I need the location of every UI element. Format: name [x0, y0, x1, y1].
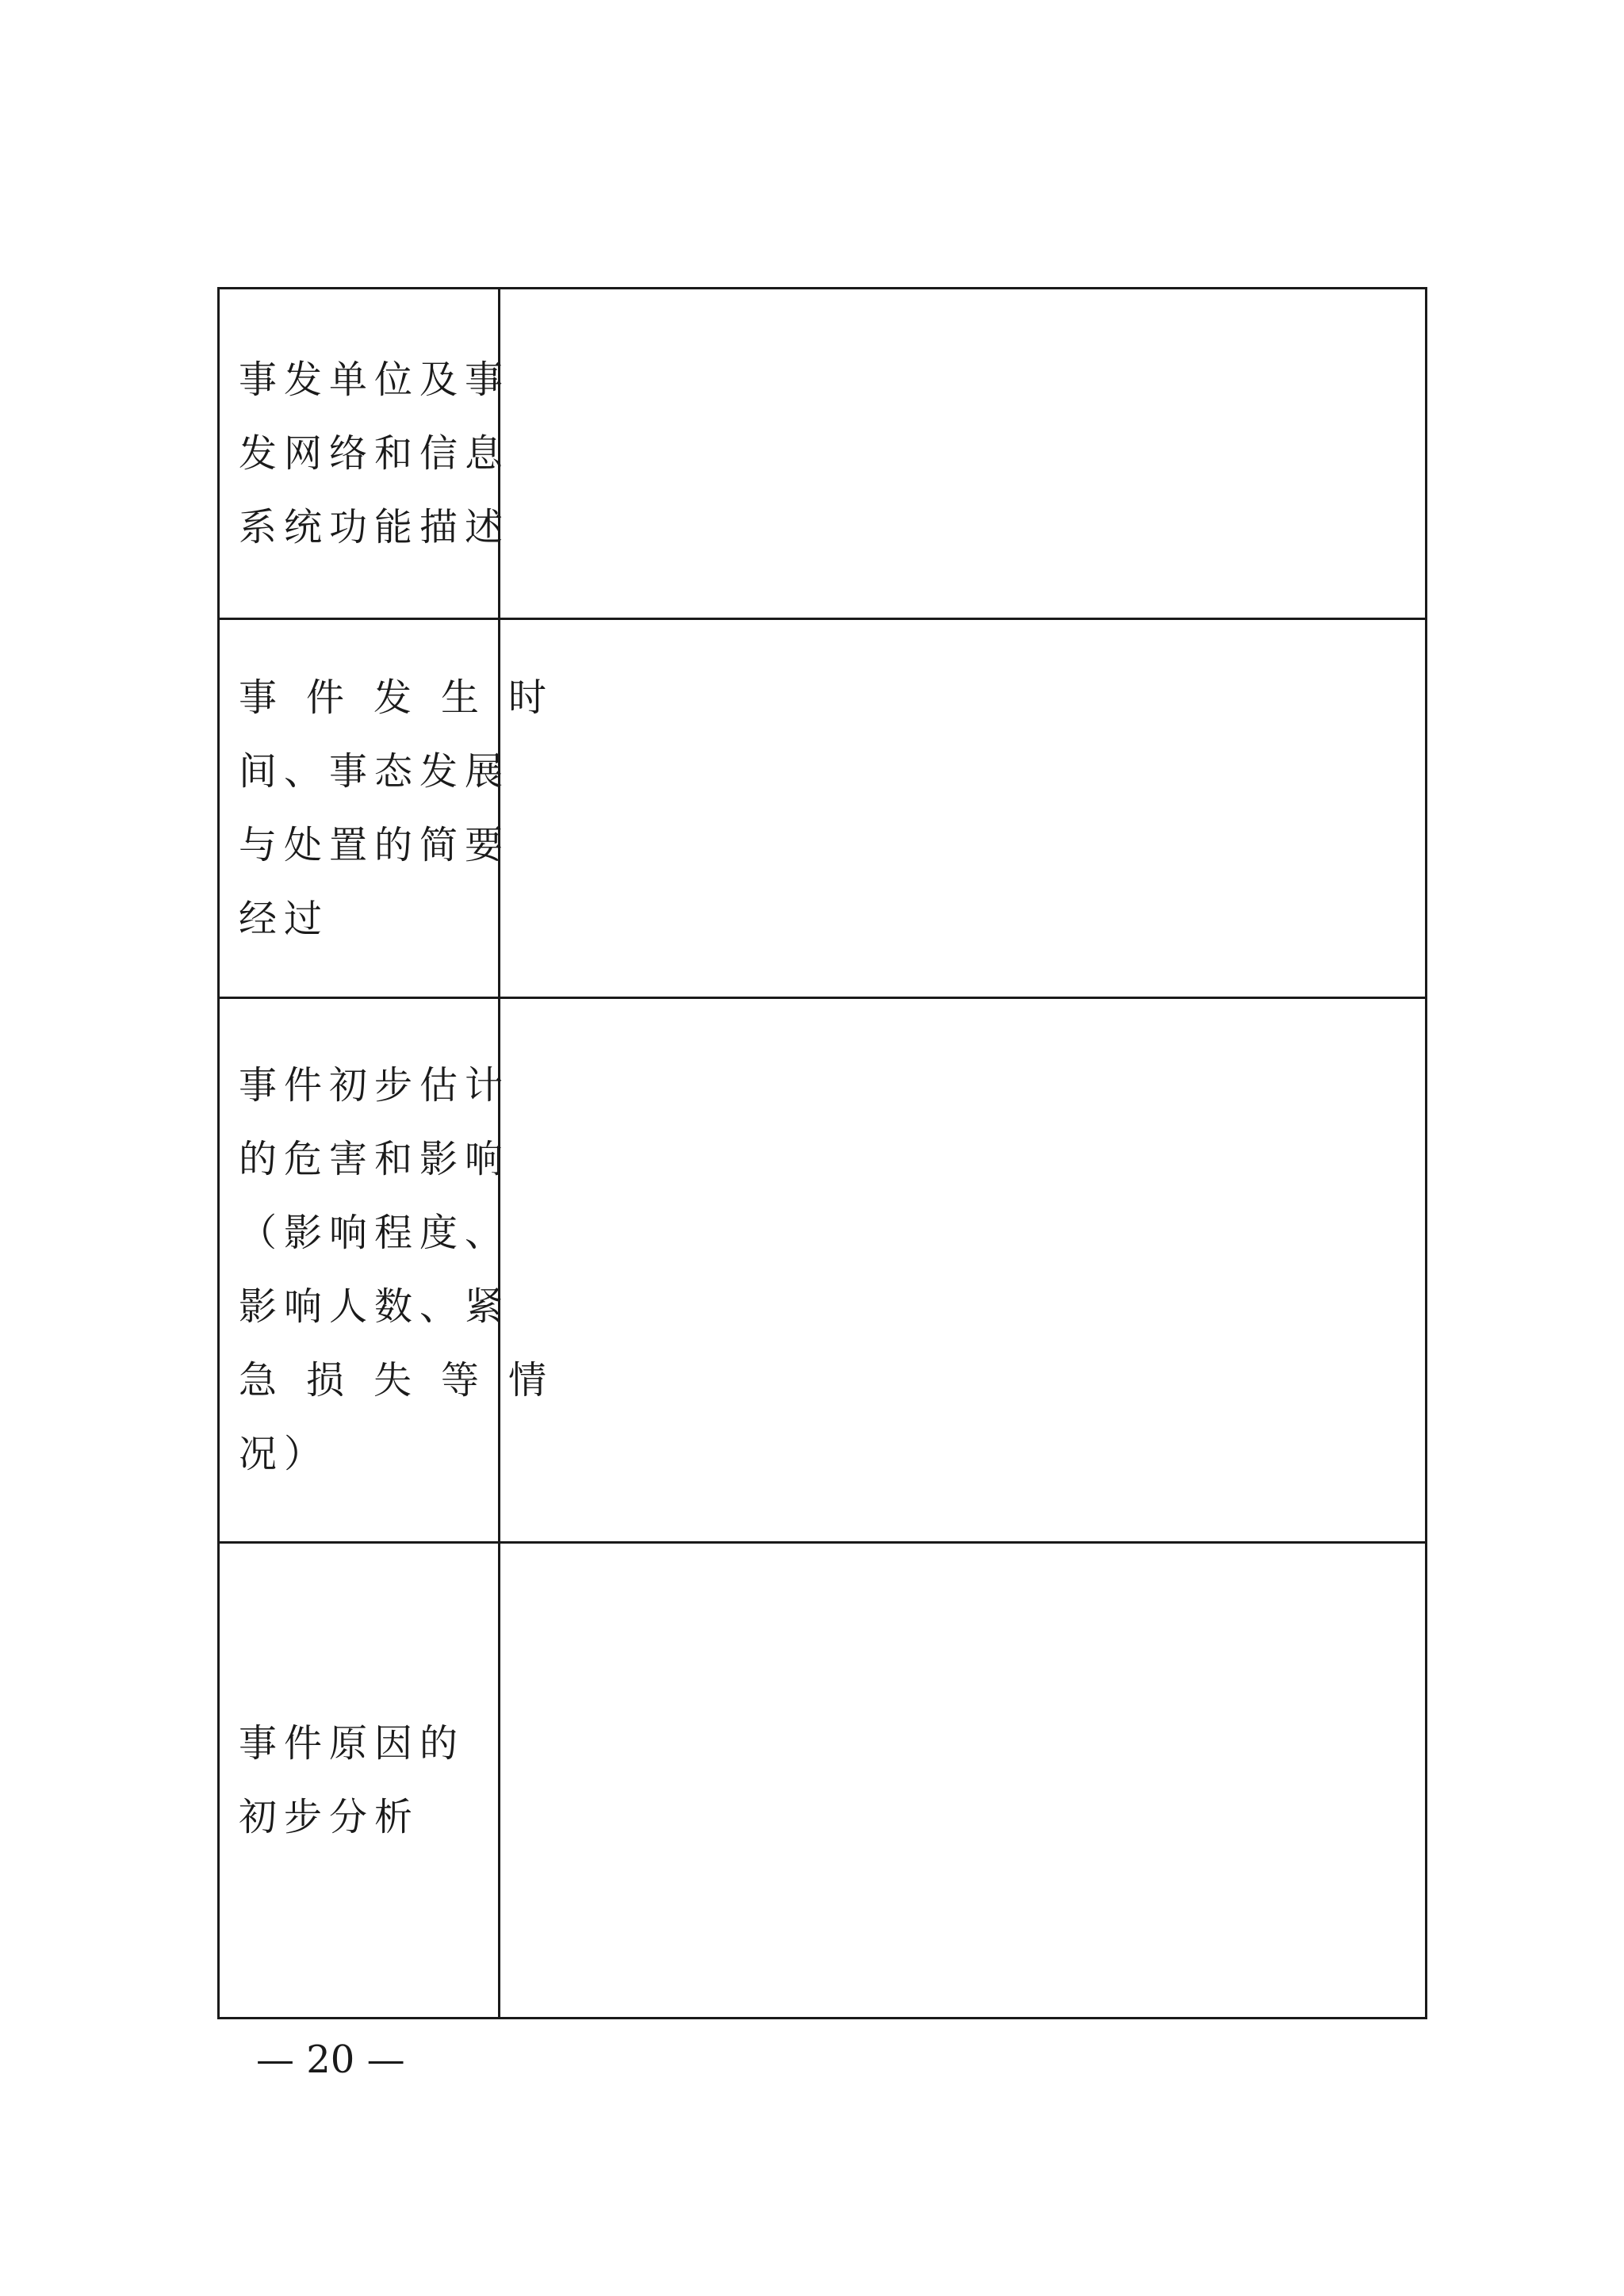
row-label-cell — [219, 289, 511, 619]
table-row — [219, 289, 1427, 619]
label-line: （影响程度、 — [239, 1211, 511, 1255]
row-value-cell[interactable] — [500, 619, 1427, 998]
label-line: 的危害和影响 — [239, 1137, 511, 1181]
row-label-cell — [219, 998, 576, 1543]
row-value-cell[interactable] — [500, 1543, 1427, 2019]
row-value-cell[interactable] — [500, 289, 1427, 619]
table-row — [219, 1543, 1427, 2019]
table-row — [219, 998, 1427, 1543]
label-line: 急损失等情 — [239, 1358, 576, 1402]
label-line: 事件初步估计 — [239, 1063, 511, 1108]
incident-report-table — [217, 287, 1427, 2019]
label-line: 与处置的简要 — [239, 822, 511, 867]
label-line: 系统功能描述 — [239, 504, 511, 549]
label-line: 初步分析 — [239, 1794, 420, 1839]
label-line: 影响人数、紧 — [239, 1284, 511, 1329]
label-line: 事件发生时 — [239, 675, 576, 720]
table-row — [219, 619, 1427, 998]
label-line: 发网络和信息 — [239, 430, 511, 476]
label-line: 事件原因的 — [239, 1720, 465, 1766]
row-label-cell — [219, 1543, 500, 2019]
label-line: 间、事态发展 — [239, 748, 511, 794]
row-value-cell[interactable] — [500, 998, 1427, 1543]
label-line: 事发单位及事 — [239, 357, 511, 402]
row-label-cell — [219, 619, 576, 998]
label-line: 况） — [239, 1432, 330, 1476]
page-number: — 20 — — [256, 2038, 405, 2082]
label-line: 经过 — [239, 896, 330, 941]
